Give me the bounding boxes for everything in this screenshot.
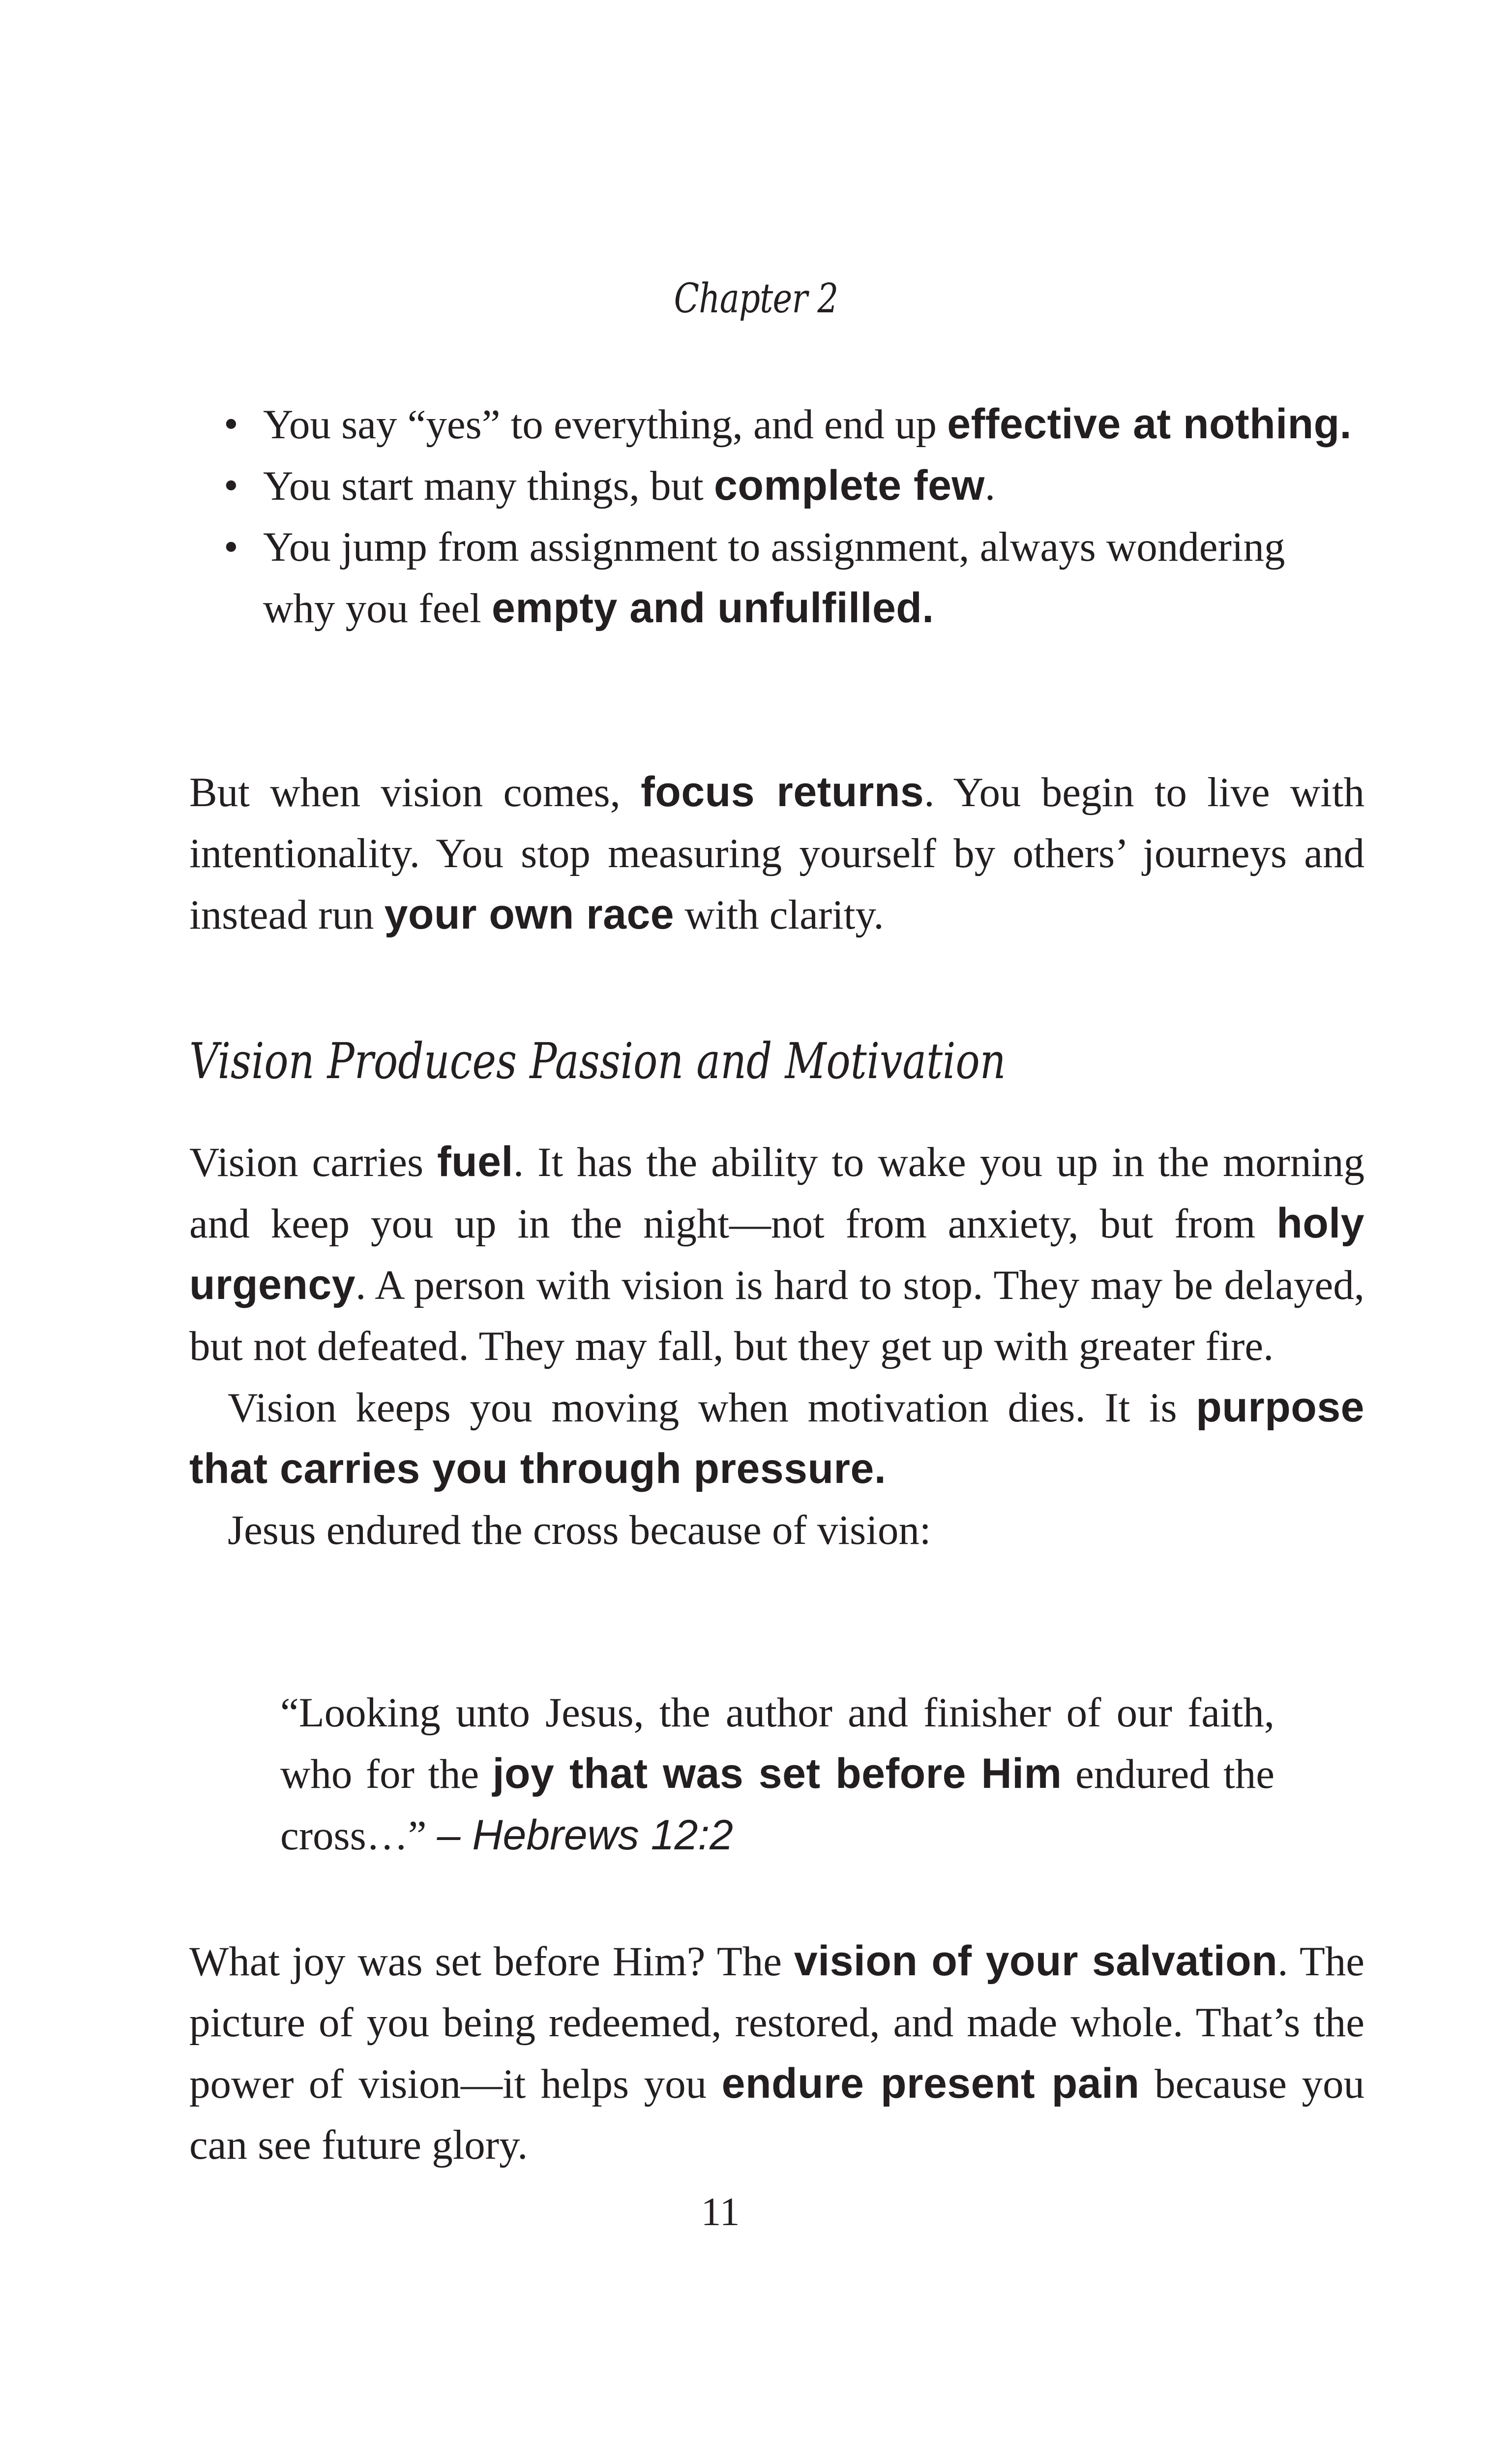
quote-segment: “Looking unto Jesus, the author and finisher of our faith, who for the <box>280 1689 1275 1797</box>
page-number: 11 <box>701 2189 740 2234</box>
bullet-item <box>189 393 1364 455</box>
paragraph-text: with clarity. <box>674 892 884 938</box>
paragraph <box>189 1930 1364 2175</box>
paragraph-text: Jesus endured the cross because of vision: <box>228 1507 931 1553</box>
paragraph-text: Vision keeps you moving when motivation dies. It is <box>228 1385 1196 1431</box>
bullet-emphasis: effective at nothing. <box>947 400 1352 448</box>
bullet-item <box>189 455 1364 516</box>
paragraph-text: . A person with vision is hard to stop. They may be delayed, but not defeated. They may fall, but they get up with greater fire. <box>189 1262 1364 1369</box>
bullet-list <box>189 393 1364 639</box>
quote-segment: endured the cross…” <box>280 1751 1275 1859</box>
bullet-emphasis: complete few <box>714 462 985 509</box>
bullet-icon: • <box>224 401 238 447</box>
body-paragraph-joy <box>189 1930 1364 2175</box>
paragraph <box>189 1377 1364 1500</box>
paragraph <box>189 1500 1364 1561</box>
bullet-emphasis: empty and unfulfilled. <box>492 584 934 632</box>
bullet-icon: • <box>224 462 238 509</box>
section-subheading: Vision Produces Passion and Motivation <box>189 1032 1006 1090</box>
paragraph-emphasis: fuel <box>437 1138 513 1185</box>
bullet-text: You start many things, but <box>263 463 714 509</box>
bullet-item <box>189 516 1364 639</box>
paragraph <box>189 761 1364 945</box>
body-paragraph-focus <box>189 761 1364 945</box>
paragraph-emphasis: focus returns <box>641 768 924 815</box>
paragraph-text: Vision carries <box>189 1139 438 1185</box>
paragraph <box>189 1131 1364 1377</box>
running-head: Chapter 2 <box>674 275 838 322</box>
bullet-text: You say “yes” to everything, and end up <box>263 401 948 448</box>
paragraph-text: . The picture of you being redeemed, restored, and made whole. That’s the power of vision—it helps you <box>189 1938 1364 2107</box>
bullet-text-end: . <box>984 463 996 509</box>
paragraph-text: But when vision comes, <box>189 769 641 815</box>
quote-emphasis: joy that was set before Him <box>492 1750 1062 1797</box>
bullet-text: You jump from assignment to assignment, always wondering why you feel <box>263 524 1285 632</box>
bullet-icon: • <box>224 524 238 570</box>
quote-text <box>280 1682 1275 1866</box>
paragraph-emphasis: endure present pain <box>721 2060 1140 2107</box>
paragraph-emphasis: your own race <box>384 891 675 938</box>
scripture-quote <box>280 1682 1275 1866</box>
paragraph-text: . You begin to live with intentionality. You stop measuring yourself by others’ journeys and instead run <box>189 769 1364 938</box>
paragraph-emphasis: holy urgency <box>189 1200 1364 1308</box>
paragraph-emphasis: vision of your salvation <box>794 1937 1278 1985</box>
paragraph-text: What joy was set before Him? The <box>189 1938 794 1985</box>
body-section-vision <box>189 1131 1364 1561</box>
paragraph-text: . It has the ability to wake you up in the morning and keep you up in the night—not from anxiety, but from <box>189 1139 1364 1247</box>
scripture-reference: – Hebrews 12:2 <box>437 1811 734 1859</box>
paragraph-text: because you can see future glory. <box>189 2061 1364 2168</box>
paragraph-emphasis: purpose that carries you through pressure. <box>189 1384 1364 1492</box>
